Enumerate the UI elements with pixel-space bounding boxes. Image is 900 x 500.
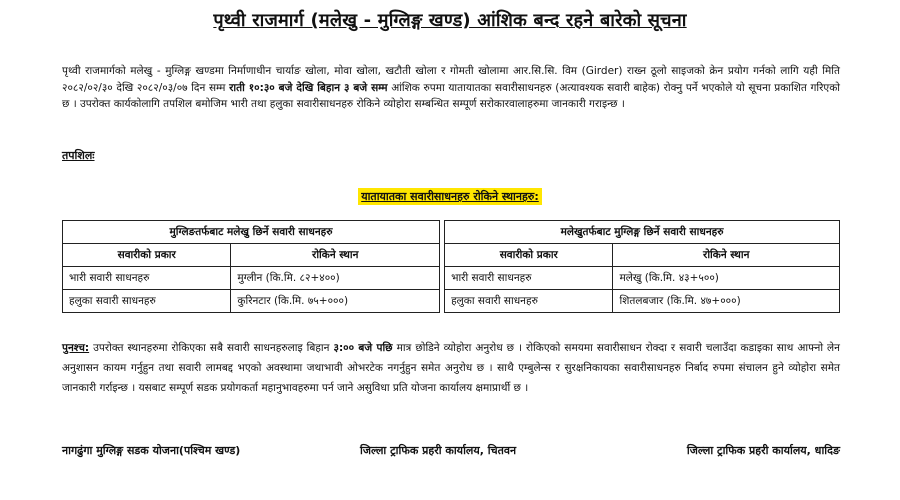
signature-traffic-dhading: जिल्ला ट्राफिक प्रहरी कार्यालय, धादिङ	[686, 444, 840, 457]
postscript-paragraph	[62, 338, 840, 398]
right-row-type: भारी सवारी साधनहरु	[445, 267, 613, 290]
right-col-place-header: रोकिने स्थान	[613, 244, 840, 267]
left-col-place-header: रोकिने स्थान	[231, 244, 440, 267]
table-heading: यातायातका सवारीसाधनहरु रोकिने स्थानहरु:	[358, 188, 542, 205]
left-row-type: भारी सवारी साधनहरु	[63, 267, 231, 290]
postscript-text-part1: उपरोक्त स्थानहरुमा रोकिएका सबै सवारी साधनहरुलाइ बिहान	[93, 342, 330, 354]
table-row	[63, 267, 840, 290]
intro-text-part1: पृथ्वी राजमार्गको मलेखु - मुग्लिङ्ग खण्डमा निर्माणाधीन चार्याङ खोला, मोवा खोला, खटौती खोला र गोमती खोलामा आर.सि.सि. विम (Girder) राख्न ठूलो साइजको क्रेन प्रयोग गर्नको लागि यही मिति २०८२/०२/३० देखि २०८२/०३/०७ दिन सम्म	[62, 65, 840, 94]
left-col-type-header: सवारीको प्रकार	[63, 244, 231, 267]
right-row-place: मलेखु (कि.मि. ४३+५००)	[613, 267, 840, 290]
table-row	[63, 290, 840, 313]
left-group-header: मुग्लिङतर्फबाट मलेखु छिर्ने सवारी साधनहरु	[63, 221, 440, 244]
postscript-label: पुनश्च:	[62, 342, 90, 354]
right-group-header: मलेखुतर्फबाट मुग्लिङ्ग छिर्ने सवारी साधनहरु	[445, 221, 840, 244]
table-heading-wrap	[0, 185, 900, 205]
intro-paragraph	[62, 63, 840, 113]
intro-time-range: राती १०:३० बजे देखि बिहान ३ बजे सम्म	[229, 81, 388, 94]
postscript-release-time: ३:०० बजे पछि	[333, 342, 393, 354]
postscript-text-part2: मात्र छोडिने व्योहोरा अनुरोध छ । रोकिएको समयमा सवारीसाधन रोक्दा र सवारी चलाउँदा कडाइका साथ आफ्नो लेन अनुशासन कायम गर्नुहुन तथा सवारी लामबद्द भएको अवस्थामा जथाभावी ओभरटेक नगर्नुहुन समेत अनुरोध छ । साथै एम्बुलेन्स र सुरक्षनिकायका सवारीसाधनहरु निर्बाद रुपमा संचालन हुने व्योहोरा समेत जानकारी गर्राइन्छ । यसबाट सम्पूर्ण सडक प्रयोगकर्ता महानुभावहरुमा पर्न जाने असुविधा प्रति योजना कार्यालय क्षमाप्रार्थी छ ।	[62, 342, 840, 394]
table-group-header-row	[63, 221, 840, 244]
right-row-place: शितलबजार (कि.मि. ४७+०००)	[613, 290, 840, 313]
notice-title: पृथ्वी राजमार्ग (मलेखु - मुग्लिङ्ग खण्ड) आंशिक बन्द रहने बारेको सूचना	[213, 10, 687, 31]
table-column-header-row	[63, 244, 840, 267]
signature-road-project: नागढुंगा मुग्लिङ्ग सडक योजना(पश्चिम खण्ड)	[62, 444, 241, 457]
signature-traffic-chitwan: जिल्ला ट्राफिक प्रहरी कार्यालय, चितवन	[360, 444, 517, 457]
intro-text-part2: आंशिक रुपमा यातायातका सवारीसाधनहरु (अत्यावश्यक सवारी बाहेक) रोक्नु पर्ने भएकोले यो सूचना प्रकाशित गरिएको छ । उपरोक्त कार्यकोलागि तपशिल बमोजिम भारी तथा हलुका सवारीसाधनहरु रोकिने व्योहोरा सम्बन्धित सम्पूर्ण सरोकारवालाहरुमा जानकारी गराइन्छ ।	[62, 81, 840, 110]
left-row-place: मुग्लीन (कि.मि. ८२+४००)	[231, 267, 440, 290]
left-row-type: हलुका सवारी साधनहरु	[63, 290, 231, 313]
stopping-locations-table	[62, 220, 840, 313]
right-col-type-header: सवारीको प्रकार	[445, 244, 613, 267]
details-label: तपशिलः	[62, 149, 95, 162]
right-row-type: हलुका सवारी साधनहरु	[445, 290, 613, 313]
left-row-place: कुरिनटार (कि.मि. ७५+०००)	[231, 290, 440, 313]
